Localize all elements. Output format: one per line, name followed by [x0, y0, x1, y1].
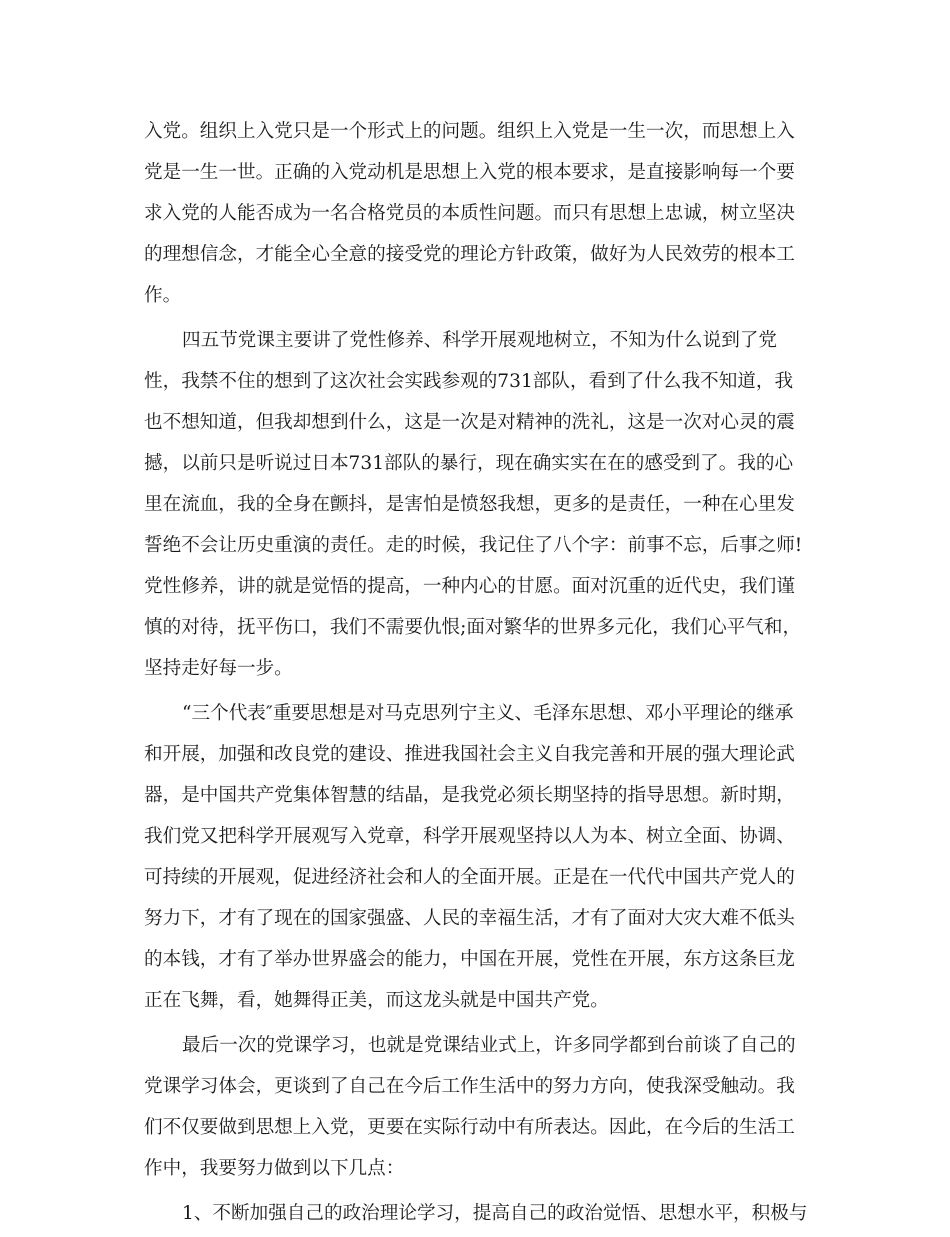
text-line: 四五节党课主要讲了党性修养、科学开展观地树立，不知为什么说到了党 — [182, 330, 778, 351]
text-line: “三个代表″重要思想是对马克思列宁主义、毛泽东思想、邓小平理论的继承 — [182, 703, 794, 724]
paragraph — [144, 114, 816, 314]
paragraph — [144, 1028, 816, 1187]
paragraph — [144, 323, 816, 687]
text-line: 作。 — [144, 285, 182, 306]
text-line: 里在流血，我的全身在颤抖，是害怕是愤怒我想，更多的是责任，一种在心里发 — [144, 494, 795, 515]
text-line: 们不仅要做到思想上入党，更要在实际行动中有所表达。因此，在今后的生活工 — [144, 1117, 795, 1138]
text-line: 求入党的人能否成为一名合格党员的本质性问题。而只有思想上忠诚，树立坚决 — [144, 203, 795, 224]
text-line: 入党。组织上入党只是一个形式上的问题。组织上入党是一生一次，而思想上入 — [144, 121, 795, 142]
text-line: 党是一生一世。正确的入党动机是思想上入党的根本要求，是直接影响每一个要 — [144, 162, 795, 183]
text-line: 也不想知道，但我却想到什么，这是一次是对精神的洗礼，这是一次对心灵的震 — [144, 412, 795, 433]
text-line: 的本钱，才有了举办世界盛会的能力，中国在开展，党性在开展，东方这条巨龙 — [144, 949, 795, 970]
document-body — [144, 114, 816, 1237]
text-line: 作中，我要努力做到以下几点： — [144, 1158, 405, 1179]
text-line: 党性修养，讲的就是觉悟的提高，一种内心的甘愿。面对沉重的近代史，我们谨 — [144, 576, 795, 597]
text-line: 器，是中国共产党集体智慧的结晶，是我党必须长期坚持的指导思想。新时期， — [144, 785, 795, 806]
text-line: 1、不断加强自己的政治理论学习，提高自己的政治觉悟、思想水平，积极与 — [182, 1203, 808, 1224]
text-line: 正在飞舞，看，她舞得正美，而这龙头就是中国共产党。 — [144, 990, 609, 1011]
text-line: 坚持走好每一步。 — [144, 658, 293, 679]
text-line: 我们党又把科学开展观写入党章，科学开展观坚持以人为本、树立全面、协调、 — [144, 826, 795, 847]
text-line: 党课学习体会，更谈到了自己在今后工作生活中的努力方向，使我深受触动。我 — [144, 1076, 795, 1097]
text-line: 性，我禁不住的想到了这次社会实践参观的731部队，看到了什么我不知道，我 — [144, 371, 794, 392]
text-line: 的理想信念，才能全心全意的接受党的理论方针政策，做好为人民效劳的根本工 — [144, 244, 795, 265]
text-line: 可持续的开展观，促进经济社会和人的全面开展。正是在一代代中国共产党人的 — [144, 867, 795, 888]
text-line: 最后一次的党课学习，也就是党课结业式上，许多同学都到台前谈了自己的 — [182, 1035, 796, 1056]
paragraph — [144, 1196, 816, 1232]
text-line: 努力下，才有了现在的国家强盛、人民的幸福生活，才有了面对大灾大难不低头 — [144, 908, 795, 929]
text-line: 撼，以前只是听说过日本731部队的暴行，现在确实实在在的感受到了。我的心 — [144, 453, 794, 474]
text-line: 和开展，加强和改良党的建设、推进我国社会主义自我完善和开展的强大理论武 — [144, 744, 795, 765]
text-line: 誓绝不会让历史重演的责任。走的时候，我记住了八个字：前事不忘，后事之师! — [144, 535, 803, 556]
text-line: 慎的对待，抚平伤口，我们不需要仇恨;面对繁华的世界多元化，我们心平气和， — [144, 617, 802, 638]
paragraph — [144, 696, 816, 1019]
